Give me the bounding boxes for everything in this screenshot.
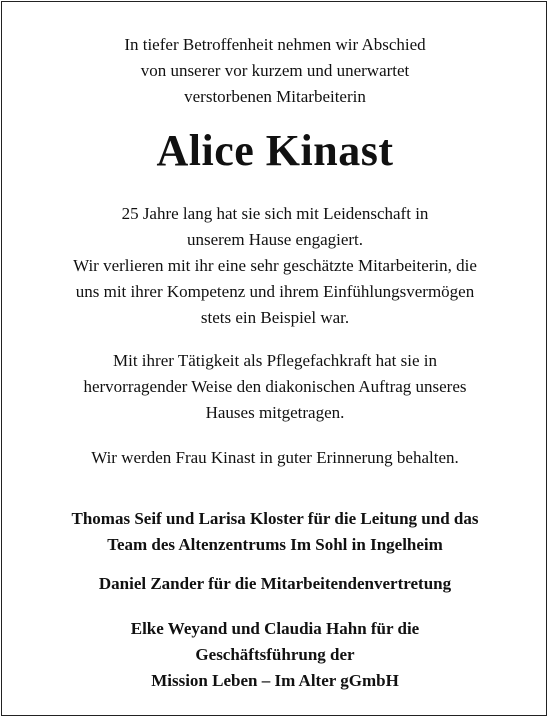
signature-line: Geschäftsführung der xyxy=(195,645,355,664)
intro-text xyxy=(0,32,550,110)
signature-staff-representation xyxy=(0,571,550,597)
paragraph-line: hervorragender Weise den diakonischen Auftrag unseres xyxy=(83,377,467,396)
signature-line: Elke Weyand und Claudia Hahn für die xyxy=(130,619,420,638)
signature-management xyxy=(0,616,550,694)
deceased-name: Alice Kinast xyxy=(156,126,394,175)
paragraph-line: stets ein Beispiel war. xyxy=(200,308,350,327)
paragraph-line: 25 Jahre lang hat sie sich mit Leidenschaft in xyxy=(121,204,429,223)
intro-line: In tiefer Betroffenheit nehmen wir Abschied xyxy=(124,35,426,54)
paragraph-line: unserem Hause engagiert. xyxy=(186,230,364,249)
tribute-paragraph-2 xyxy=(0,348,550,426)
signature-line: Team des Altenzentrums Im Sohl in Ingelheim xyxy=(107,535,443,554)
paragraph-line: Hauses mitgetragen. xyxy=(205,403,345,422)
intro-line: von unserer vor kurzem und unerwartet xyxy=(140,61,410,80)
signature-line: Mission Leben – Im Alter gGmbH xyxy=(151,671,399,690)
tribute-paragraph-3 xyxy=(0,445,550,471)
tribute-paragraph-1 xyxy=(0,201,550,331)
paragraph-line: Wir werden Frau Kinast in guter Erinnerung behalten. xyxy=(91,448,459,467)
paragraph-line: Wir verlieren mit ihr eine sehr geschätzte Mitarbeiterin, die xyxy=(73,256,477,275)
paragraph-line: uns mit ihrer Kompetenz und ihrem Einfühlungsvermögen xyxy=(75,282,475,301)
intro-line: verstorbenen Mitarbeiterin xyxy=(184,87,366,106)
signature-line: Thomas Seif und Larisa Kloster für die Leitung und das xyxy=(71,509,479,528)
signature-leadership xyxy=(0,506,550,558)
paragraph-line: Mit ihrer Tätigkeit als Pflegefachkraft hat sie in xyxy=(113,351,437,370)
signature-line: Daniel Zander für die Mitarbeitendenvertretung xyxy=(98,574,452,593)
